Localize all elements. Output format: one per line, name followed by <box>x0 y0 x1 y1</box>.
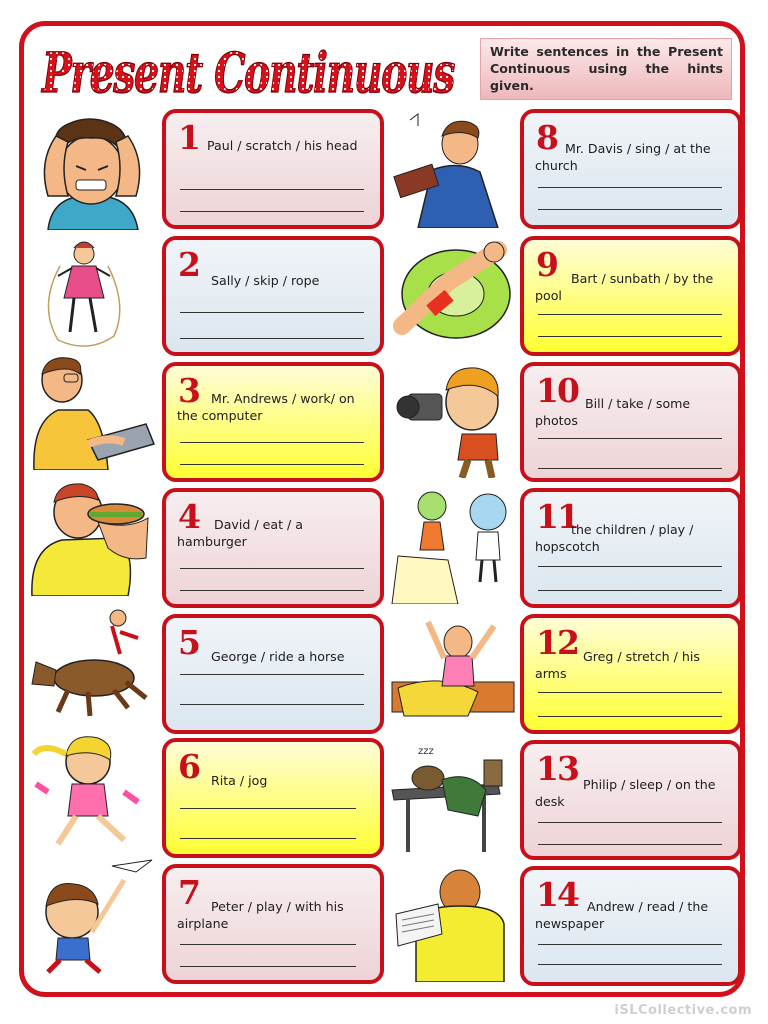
answer-line[interactable] <box>538 844 722 845</box>
answer-line[interactable] <box>538 314 722 315</box>
answer-line[interactable] <box>538 692 722 693</box>
answer-line[interactable] <box>180 838 356 839</box>
exercise-card-5 <box>162 614 384 734</box>
children-hopscotch-picture <box>388 486 518 604</box>
answer-line[interactable] <box>538 209 722 210</box>
exercise-number: 6 <box>178 747 199 786</box>
exercise-card-2 <box>162 236 384 356</box>
worksheet-title <box>36 32 466 110</box>
exercise-hint: Bart / sunbath / by the pool <box>535 271 714 303</box>
girl-jogging-picture <box>28 732 158 850</box>
exercise-hint: the children / play / hopscotch <box>535 522 694 554</box>
exercise-card-14 <box>520 866 742 986</box>
exercise-hint: Mr. Andrews / work/ on the computer <box>177 391 355 423</box>
man-stretching-in-bed-picture <box>388 612 518 730</box>
answer-line[interactable] <box>538 438 722 439</box>
exercise-number: 7 <box>178 873 199 912</box>
man-singing-picture <box>388 110 518 228</box>
answer-line[interactable] <box>180 568 364 569</box>
answer-line[interactable] <box>538 336 722 337</box>
exercise-number: 11 <box>536 497 578 536</box>
exercise-card-1 <box>162 109 384 229</box>
answer-line[interactable] <box>538 944 722 945</box>
exercise-number: 10 <box>536 371 578 410</box>
exercise-hint: Bill / take / some photos <box>535 396 691 428</box>
boy-taking-photo-picture <box>388 360 518 478</box>
exercise-card-4 <box>162 488 384 608</box>
exercise-card-3 <box>162 362 384 482</box>
exercise-number: 14 <box>536 875 578 914</box>
man-sunbathing-picture <box>388 236 518 354</box>
exercise-card-8 <box>520 109 742 229</box>
exercise-hint: David / eat / a hamburger <box>177 517 303 549</box>
exercise-card-10 <box>520 362 742 482</box>
answer-line[interactable] <box>180 189 364 190</box>
answer-line[interactable] <box>180 704 364 705</box>
man-eating-hamburger-picture <box>28 478 158 596</box>
answer-line[interactable] <box>538 716 722 717</box>
answer-line[interactable] <box>180 338 364 339</box>
exercise-hint: Peter / play / with his airplane <box>177 899 344 931</box>
exercise-hint: George / ride a horse <box>211 649 345 664</box>
exercise-card-12 <box>520 614 742 734</box>
answer-line[interactable] <box>180 211 364 212</box>
answer-line[interactable] <box>538 590 722 591</box>
svg-text:zzz: zzz <box>418 746 434 757</box>
answer-line[interactable] <box>180 442 364 443</box>
answer-line[interactable] <box>180 464 364 465</box>
boy-with-airplane-picture <box>28 856 158 974</box>
footer-watermark: iSLCollective.com <box>614 1003 752 1018</box>
exercise-card-11 <box>520 488 742 608</box>
exercise-number: 4 <box>178 497 199 536</box>
answer-line[interactable] <box>180 944 356 945</box>
exercise-number: 1 <box>178 118 199 157</box>
answer-line[interactable] <box>180 966 356 967</box>
exercise-number: 12 <box>536 623 578 662</box>
answer-line[interactable] <box>538 822 722 823</box>
exercise-card-13 <box>520 740 742 860</box>
instructions-box: Write sentences in the Present Continuous using the hints given. <box>480 38 732 100</box>
exercise-number: 8 <box>536 118 557 157</box>
answer-line[interactable] <box>180 312 364 313</box>
answer-line[interactable] <box>538 468 722 469</box>
man-at-computer-picture <box>28 352 158 470</box>
answer-line[interactable] <box>538 187 722 188</box>
man-reading-newspaper-picture <box>388 864 518 982</box>
exercise-card-6 <box>162 738 384 858</box>
exercise-hint: Andrew / read / the newspaper <box>535 899 709 931</box>
exercise-hint: Sally / skip / rope <box>211 273 320 288</box>
exercise-number: 9 <box>536 245 557 284</box>
answer-line[interactable] <box>180 808 356 809</box>
exercise-number: 3 <box>178 371 199 410</box>
title-text: Present Continuous <box>40 40 455 105</box>
answer-line[interactable] <box>180 590 364 591</box>
boy-sleeping-on-desk-picture <box>388 740 518 858</box>
exercise-hint: Greg / stretch / his arms <box>535 649 700 681</box>
answer-line[interactable] <box>180 674 364 675</box>
exercise-hint: Mr. Davis / sing / at the church <box>535 141 711 173</box>
answer-line[interactable] <box>538 566 722 567</box>
jockey-on-horse-picture <box>28 604 158 722</box>
exercise-hint: Philip / sleep / on the desk <box>535 777 716 809</box>
boy-scratching-head-picture <box>28 112 158 230</box>
exercise-card-7 <box>162 864 384 984</box>
exercise-card-9 <box>520 236 742 356</box>
exercise-number: 13 <box>536 749 578 788</box>
exercise-hint: Rita / jog <box>211 773 268 788</box>
exercise-hint: Paul / scratch / his head <box>207 138 358 153</box>
girl-skipping-rope-picture <box>28 236 158 354</box>
exercise-number: 5 <box>178 623 199 662</box>
answer-line[interactable] <box>538 964 722 965</box>
exercise-number: 2 <box>178 245 199 284</box>
